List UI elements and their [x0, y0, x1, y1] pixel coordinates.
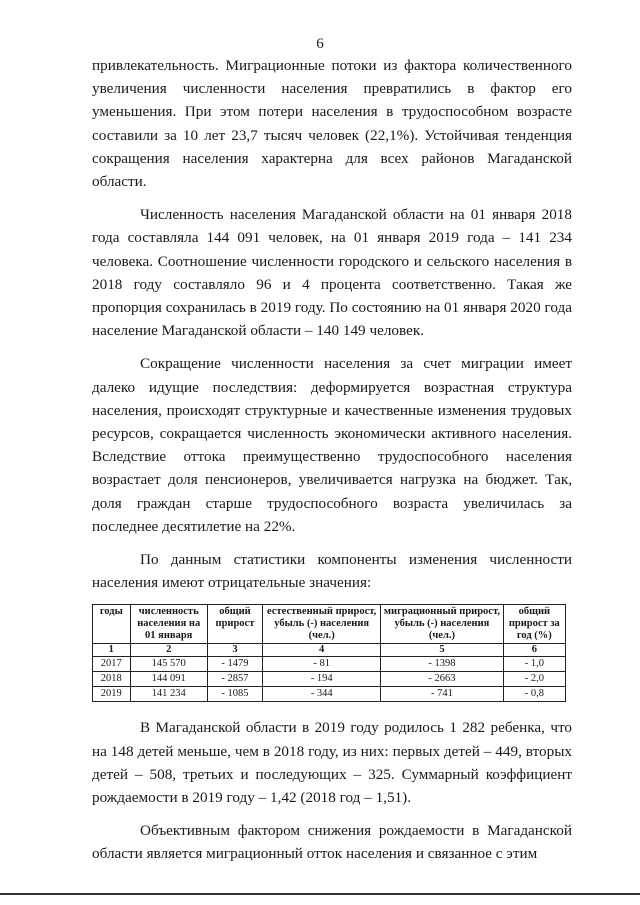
table-cell: 2 — [130, 644, 207, 657]
table-cell: 2017 — [93, 657, 131, 672]
table-cell: - 1085 — [207, 687, 262, 702]
table-cell: 144 091 — [130, 672, 207, 687]
table-cell: - 194 — [263, 672, 381, 687]
table-cell: - 344 — [263, 687, 381, 702]
table-header-cell: миграционный прирост, убыль (-) населения (чел.) — [381, 605, 503, 644]
population-change-table — [92, 604, 566, 702]
table-cell: 145 570 — [130, 657, 207, 672]
table-cell: - 0,8 — [503, 687, 565, 702]
table-cell: - 81 — [263, 657, 381, 672]
paragraph-2: Численность населения Магаданской области на 01 января 2018 года составляла 144 091 человек, на 01 января 2019 года – 141 234 человека. Соотношение численности городского и сельского населения в 2018 году составляло 96 и 4 процента соответственно. Такая же пропорция сохранилась в 2019 году. По состоянию на 01 января 2020 года население Магаданской области – 140 149 человек. — [92, 206, 572, 340]
table-row — [93, 672, 566, 687]
table-header-row — [93, 605, 566, 644]
document-body — [92, 54, 572, 876]
table-cell: 4 — [263, 644, 381, 657]
scan-bottom-edge — [0, 893, 640, 895]
table-header-cell: численность населения на 01 января — [130, 605, 207, 644]
table-cell: 6 — [503, 644, 565, 657]
table-cell: - 1398 — [381, 657, 503, 672]
table-cell: 141 234 — [130, 687, 207, 702]
table-cell: - 741 — [381, 687, 503, 702]
table-cell: - 1479 — [207, 657, 262, 672]
table-column-numbers-row — [93, 644, 566, 657]
table-cell: 3 — [207, 644, 262, 657]
paragraph-5: В Магаданской области в 2019 году родилось 1 282 ребенка, что на 148 детей меньше, чем в 2018 году, из них: первых детей – 449, вторых детей – 508, третьих и последующих – 325. Суммарный коэффициент рождаемости в 2019 году – 1,42 (2018 год – 1,51). — [92, 719, 572, 807]
table-cell: 2019 — [93, 687, 131, 702]
table-cell: 5 — [381, 644, 503, 657]
table-header-cell: общий прирост за год (%) — [503, 605, 565, 644]
table-cell: - 2,0 — [503, 672, 565, 687]
table-header-cell: годы — [93, 605, 131, 644]
table-cell: 2018 — [93, 672, 131, 687]
table-cell: - 2663 — [381, 672, 503, 687]
table-header-cell: естественный прирост, убыль (-) населения (чел.) — [263, 605, 381, 644]
paragraph-4: По данным статистики компоненты изменения численности населения имеют отрицательные значения: — [92, 551, 572, 592]
paragraph-1: привлекательность. Миграционные потоки из фактора количественного увеличения численности населения превратились в фактор его уменьшения. При этом потери населения в трудоспособном возрасте составили за 10 лет 23,7 тысяч человек (22,1%). Устойчивая тенденция сокращения населения характерна для всех районов Магаданской области. — [92, 57, 572, 191]
table-cell: - 2857 — [207, 672, 262, 687]
table-row — [93, 687, 566, 702]
paragraph-6: Объективным фактором снижения рождаемости в Магаданской области является миграционный отток населения и связанное с этим — [92, 822, 572, 863]
paragraph-3: Сокращение численности населения за счет миграции имеет далеко идущие последствия: деформируется возрастная структура населения, происходят структурные и качественные изменения трудовых ресурсов, сокращается численность экономически активного населения. Вследствие оттока преимущественно трудоспособного населения возрастает доля пенсионеров, увеличивается нагрузка на бюджет. Так, доля граждан старше трудоспособного возраста увеличилась за последнее десятилетие на 22%. — [92, 355, 572, 535]
page-number: 6 — [316, 36, 324, 52]
table-cell: 1 — [93, 644, 131, 657]
table-cell: - 1,0 — [503, 657, 565, 672]
table-row — [93, 657, 566, 672]
table-header-cell: общий прирост — [207, 605, 262, 644]
